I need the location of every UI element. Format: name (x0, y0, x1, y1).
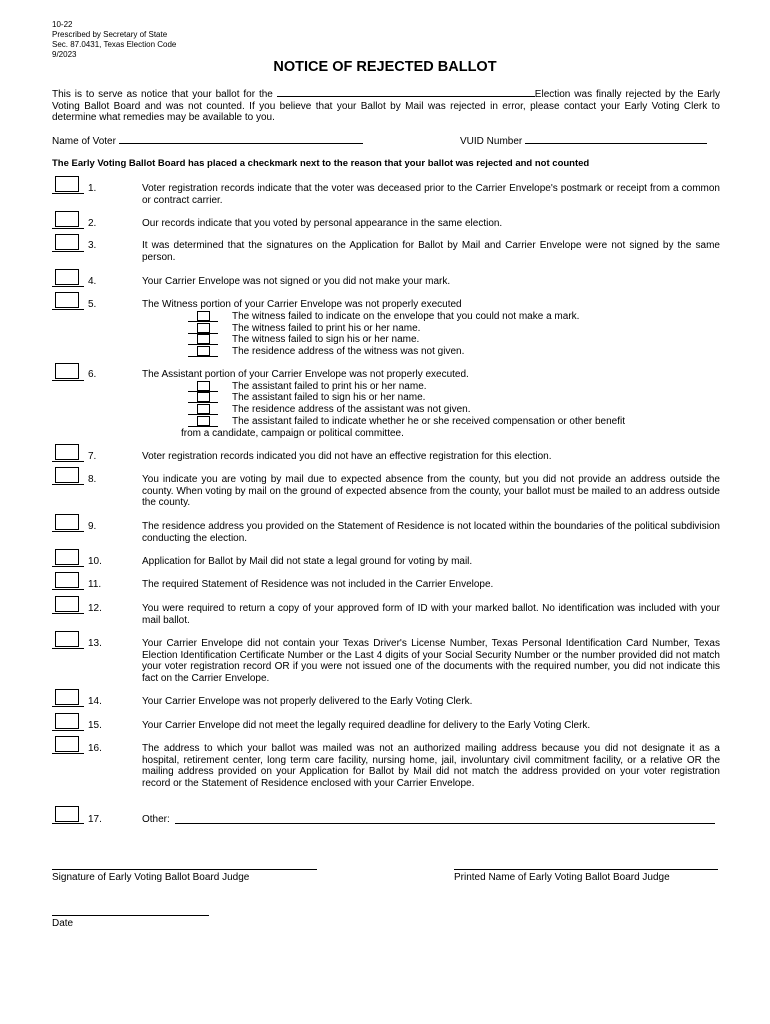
date-label: Date (52, 918, 74, 929)
reason-1-checkbox[interactable] (52, 176, 84, 194)
reason-7-text: Voter registration records indicated you did not have an effective registration for this election. (142, 451, 552, 462)
instruction-text: The Early Voting Ballot Board has placed a checkmark next to the reason that your ballot was rejected and not counted (52, 158, 590, 169)
reason-1-number: 1. (88, 183, 97, 194)
reason-8-number: 8. (88, 474, 97, 485)
assistant-sub-1-text: The assistant failed to print his or her name. (232, 381, 427, 392)
assistant-sub-4-checkbox[interactable] (188, 416, 218, 427)
reason-8-checkbox[interactable] (52, 467, 84, 485)
reason-9-number: 9. (88, 521, 97, 532)
reason-11-number: 11. (88, 579, 102, 590)
reason-13-text: Your Carrier Envelope did not contain your Texas Driver's License Number, Texas Personal Identification Card Number, Texas Election Identification Certificate Number or the Last 4 digits of your Social Security Number or the number provided did not match your voter registration record OR if you were not issued one of the documents with the required number, you did not indicate this fact on the Carrier Envelope. (142, 638, 720, 684)
reason-8-text: You indicate you are voting by mail due to expected absence from the county, but you did not provide an address outside the county. When voting by mail on the ground of expected absence from the county, your ballot must be mailed to an address outside the county. (142, 474, 720, 509)
reason-15-number: 15. (88, 720, 102, 731)
reason-16-text: The address to which your ballot was mailed was not an authorized mailing address because you did not designate it as a hospital, retirement center, long term care facility, nursing home, jail, involuntary civil commitment facility, or a relative OR the mailing address provided on your Application for Ballot by Mail did not match the address provided on your voter registration record or the Statement of Residence enclosed with your Carrier Envelope. (142, 743, 720, 789)
reason-4-text: Your Carrier Envelope was not signed or you did not make your mark. (142, 276, 451, 287)
reason-16-number: 16. (88, 743, 102, 754)
form-date: 9/2023 (52, 50, 77, 59)
reason-2-checkbox[interactable] (52, 211, 84, 229)
vuid-row (460, 134, 707, 147)
judge-signature-field[interactable] (52, 869, 317, 870)
reason-16-checkbox[interactable] (52, 736, 84, 754)
reason-5-number: 5. (88, 299, 97, 310)
reason-17-number: 17. (88, 814, 102, 825)
reason-5-checkbox[interactable] (52, 292, 84, 310)
witness-sub-1-checkbox[interactable] (188, 311, 218, 322)
intro-paragraph (52, 87, 720, 124)
reason-10-text: Application for Ballot by Mail did not state a legal ground for voting by mail. (142, 556, 473, 567)
reason-15-checkbox[interactable] (52, 713, 84, 731)
reason-13-number: 13. (88, 638, 102, 649)
reason-7-checkbox[interactable] (52, 444, 84, 462)
vuid-label: VUID Number (460, 136, 523, 147)
reason-4-checkbox[interactable] (52, 269, 84, 287)
witness-sub-3-checkbox[interactable] (188, 334, 218, 345)
judge-printed-name-label: Printed Name of Early Voting Ballot Board Judge (454, 872, 670, 883)
reason-11-text: The required Statement of Residence was not included in the Carrier Envelope. (142, 579, 494, 590)
reason-10-number: 10. (88, 556, 102, 567)
reason-17-text: Other: (142, 814, 170, 825)
page-title: NOTICE OF REJECTED BALLOT (273, 59, 497, 75)
reason-6-text: The Assistant portion of your Carrier Envelope was not properly executed. (142, 369, 469, 380)
witness-sub-1-text: The witness failed to indicate on the envelope that you could not make a mark. (232, 311, 580, 322)
reason-12-text: You were required to return a copy of your approved form of ID with your marked ballot. No identification was included with your mail ballot. (142, 603, 720, 626)
witness-sub-3-text: The witness failed to sign his or her name. (232, 334, 420, 345)
reason-3-text: It was determined that the signatures on the Application for Ballot by Mail and Carrier Envelope were not signed by the same person. (142, 240, 720, 263)
code-section: Sec. 87.0431, Texas Election Code (52, 40, 177, 49)
reason-10-checkbox[interactable] (52, 549, 84, 567)
assistant-sub-2-text: The assistant failed to sign his or her name. (232, 392, 426, 403)
form-number: 10-22 (52, 20, 73, 29)
reason-9-text: The residence address you provided on the Statement of Residence is not located within the boundaries of the political subdivision conducting the election. (142, 521, 720, 544)
witness-sub-4-text: The residence address of the witness was not given. (232, 346, 465, 357)
witness-sub-2-text: The witness failed to print his or her name. (232, 323, 421, 334)
reason-9-checkbox[interactable] (52, 514, 84, 532)
reason-3-number: 3. (88, 240, 97, 251)
prescribed-by: Prescribed by Secretary of State (52, 30, 168, 39)
assistant-sub-3-checkbox[interactable] (188, 404, 218, 415)
reason-11-checkbox[interactable] (52, 572, 84, 590)
assistant-sub-1-checkbox[interactable] (188, 381, 218, 392)
other-reason-field[interactable] (175, 823, 715, 824)
assistant-sub-2-checkbox[interactable] (188, 392, 218, 403)
reason-2-number: 2. (88, 218, 97, 229)
reason-13-checkbox[interactable] (52, 631, 84, 649)
reason-14-text: Your Carrier Envelope was not properly delivered to the Early Voting Clerk. (142, 696, 473, 707)
reason-6-number: 6. (88, 369, 97, 380)
reason-6-checkbox[interactable] (52, 363, 84, 381)
witness-sub-2-checkbox[interactable] (188, 323, 218, 334)
intro-before-blank: This is to serve as notice that your ballot for the (52, 89, 273, 100)
date-field[interactable] (52, 915, 209, 916)
voter-name-label: Name of Voter (52, 136, 116, 147)
reason-3-checkbox[interactable] (52, 234, 84, 252)
reason-14-checkbox[interactable] (52, 689, 84, 707)
vuid-field[interactable] (525, 134, 707, 144)
voter-name-row (52, 134, 363, 147)
judge-printed-name-field[interactable] (454, 869, 718, 870)
witness-sub-4-checkbox[interactable] (188, 346, 218, 357)
reason-12-number: 12. (88, 603, 102, 614)
reason-15-text: Your Carrier Envelope did not meet the legally required deadline for delivery to the Early Voting Clerk. (142, 720, 591, 731)
reason-14-number: 14. (88, 696, 102, 707)
reason-17-checkbox[interactable] (52, 806, 84, 824)
voter-name-field[interactable] (119, 134, 363, 144)
reason-4-number: 4. (88, 276, 97, 287)
judge-signature-label: Signature of Early Voting Ballot Board Judge (52, 872, 250, 883)
election-blank-field[interactable] (277, 87, 535, 97)
reason-2-text: Our records indicate that you voted by personal appearance in the same election. (142, 218, 503, 229)
assistant-sub-4-text: The assistant failed to indicate whether he or she received compensation or other benefit (232, 416, 626, 427)
reason-1-text: Voter registration records indicate that the voter was deceased prior to the Carrier Envelope's postmark or receipt from a common or contract carrier. (142, 183, 720, 206)
reason-12-checkbox[interactable] (52, 596, 84, 614)
assistant-tail-text: from a candidate, campaign or political committee. (181, 428, 404, 439)
reason-7-number: 7. (88, 451, 97, 462)
intro-after-blank: Election was finally rejected by the Early Voting Ballot Board and was not counted. If you believe that your Ballot by Mail was rejected in error, please contact your Early Voting Clerk to determine what remedies may be available to you. (52, 89, 721, 123)
assistant-sub-3-text: The residence address of the assistant was not given. (232, 404, 471, 415)
reason-5-text: The Witness portion of your Carrier Envelope was not properly executed (142, 299, 462, 310)
